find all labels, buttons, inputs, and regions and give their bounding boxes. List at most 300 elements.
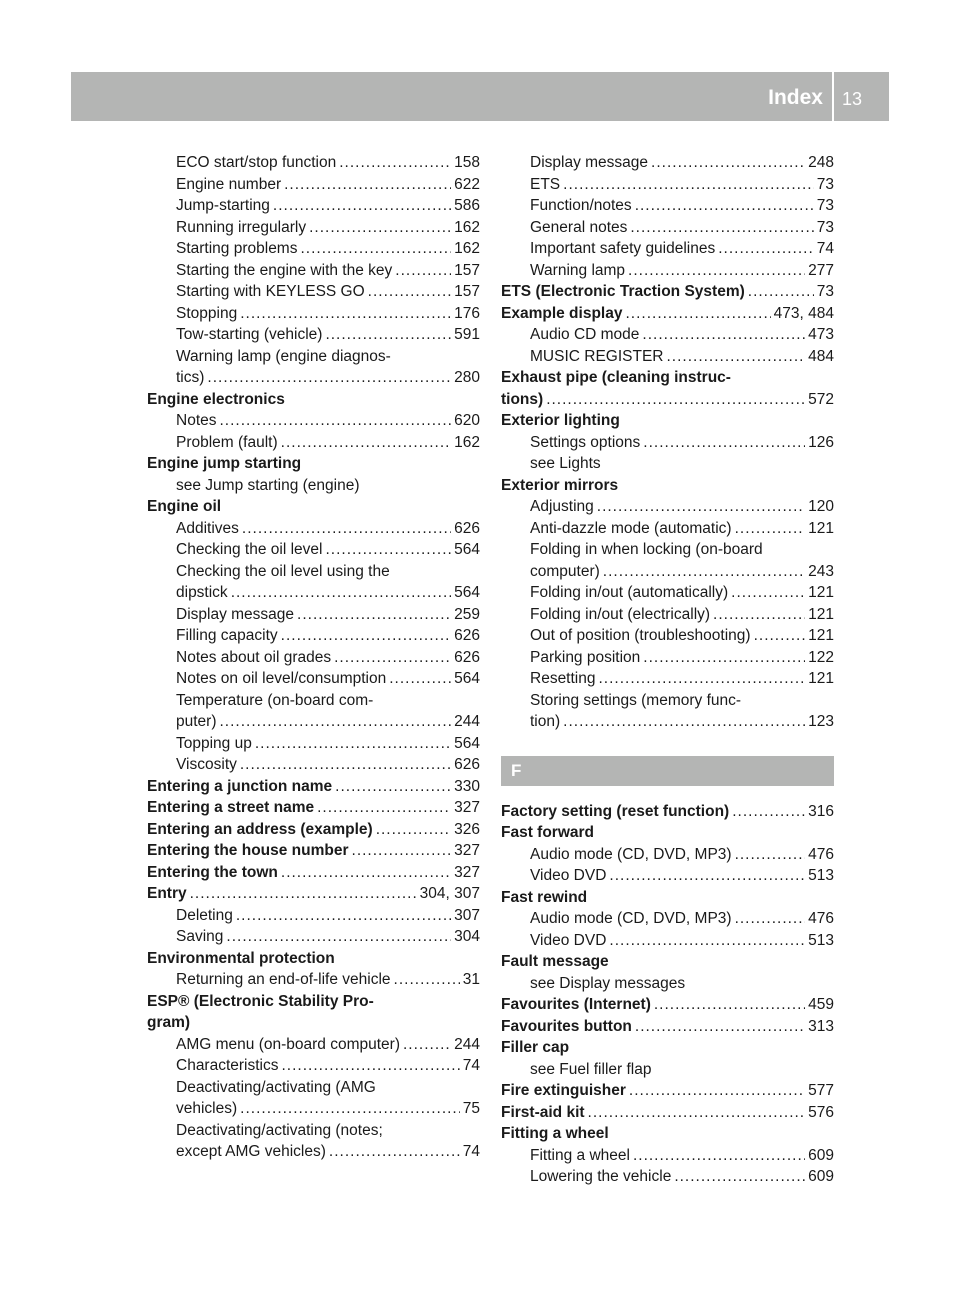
entry-label: Fast forward	[501, 824, 595, 841]
entry-label: Tow-starting (vehicle)	[176, 326, 323, 343]
entry-label: Video DVD	[530, 867, 607, 884]
entry-label: Folding in when locking (on-board	[530, 541, 763, 558]
index-subentry	[147, 582, 480, 604]
index-subentry	[501, 930, 834, 952]
page-reference: 473	[808, 326, 834, 343]
leader-dots	[666, 346, 805, 368]
index-entry	[501, 303, 834, 325]
leader-dots	[300, 238, 451, 260]
leader-dots	[403, 1034, 451, 1056]
leader-dots	[588, 1102, 806, 1124]
entry-label: Anti-dazzle mode (automatic)	[530, 519, 732, 537]
index-subentry	[501, 647, 834, 669]
page-reference: 586	[454, 197, 480, 214]
index-subentry	[501, 217, 834, 239]
entry-label: computer)	[530, 562, 600, 580]
index-subentry	[147, 217, 480, 239]
leader-dots	[563, 174, 814, 196]
leader-dots	[309, 217, 451, 239]
page-reference: 626	[454, 627, 480, 644]
leader-dots	[240, 1098, 460, 1120]
index-subentry	[147, 324, 480, 346]
entry-label: Deleting	[176, 906, 233, 924]
entry-label: Filler cap	[501, 1039, 570, 1056]
entry-label: Parking position	[530, 648, 641, 666]
page-reference: 576	[808, 1103, 834, 1121]
index-subentry	[501, 195, 834, 217]
leader-dots	[754, 625, 806, 647]
page-reference: 304, 307	[419, 885, 480, 902]
entry-label: Viscosity	[176, 756, 237, 773]
entry-label: Temperature (on-board com-	[176, 691, 374, 709]
entry-label: vehicles)	[176, 1100, 238, 1117]
entry-label: except AMG vehicles)	[176, 1143, 326, 1160]
index-subentry	[501, 324, 834, 346]
leader-dots	[236, 905, 451, 927]
page-reference: 591	[454, 326, 480, 343]
index-subentry	[147, 195, 480, 217]
index-entry	[501, 367, 834, 389]
index-entry	[501, 1123, 834, 1145]
entry-label: Deactivating/activating (AMG	[176, 1078, 376, 1096]
leader-dots	[325, 539, 451, 561]
entry-label: Audio CD mode	[530, 326, 640, 343]
entry-label: Topping up	[176, 734, 252, 752]
entry-label: Favourites (Internet)	[501, 996, 651, 1013]
page-reference: 176	[454, 304, 480, 322]
leader-dots	[317, 797, 451, 819]
page-reference: 75	[462, 1100, 480, 1117]
leader-dots	[352, 840, 452, 862]
leader-dots	[339, 152, 451, 174]
page-reference: 304	[454, 928, 480, 945]
index-subentry	[501, 260, 834, 282]
index-subentry	[147, 690, 480, 712]
entry-label: Exhaust pipe (cleaning instruc-	[501, 369, 731, 386]
page-reference: 126	[808, 433, 834, 451]
entry-label: Deactivating/activating (notes;	[176, 1121, 383, 1139]
index-subentry	[147, 711, 480, 733]
entry-label: Folding in/out (electrically)	[530, 605, 711, 623]
index-subentry	[501, 1145, 834, 1167]
entry-label: Display message	[530, 154, 649, 171]
page-number: 13	[842, 89, 863, 109]
leader-dots	[630, 217, 813, 239]
page-reference: 259	[454, 605, 480, 623]
entry-label: Returning an end-of-life vehicle	[176, 971, 391, 988]
page-reference: 564	[454, 670, 480, 687]
leader-dots	[240, 303, 451, 325]
entry-label: Out of position (troubleshooting)	[530, 627, 751, 644]
index-subentry	[147, 1141, 480, 1163]
entry-label: see Display messages	[530, 974, 686, 992]
leader-dots	[609, 865, 805, 887]
entry-label: Entering the town	[147, 863, 278, 881]
page-reference: 122	[808, 648, 834, 666]
leader-dots	[297, 604, 451, 626]
page-reference: 327	[454, 863, 480, 881]
leader-dots	[335, 776, 451, 798]
page-reference: 120	[808, 498, 834, 515]
page-reference: 277	[808, 261, 834, 279]
page-reference: 248	[808, 154, 834, 171]
entry-label: Storing settings (memory func-	[530, 691, 742, 709]
leader-dots	[231, 582, 451, 604]
index-subentry	[147, 539, 480, 561]
index-entry	[501, 475, 834, 497]
index-subentry	[147, 174, 480, 196]
entry-label: Jump-starting	[176, 197, 270, 214]
index-entry	[501, 951, 834, 973]
index-subentry	[147, 432, 480, 454]
leader-dots	[732, 801, 805, 823]
page-reference: 327	[454, 799, 480, 816]
index-subentry	[147, 1077, 480, 1099]
page-reference: 473, 484	[773, 304, 834, 322]
leader-dots	[325, 324, 451, 346]
entry-label: First-aid kit	[501, 1103, 585, 1121]
leader-dots	[597, 496, 805, 518]
page-reference: 330	[454, 777, 480, 795]
page-reference: 121	[808, 584, 834, 601]
leader-dots	[281, 862, 451, 884]
leader-dots	[190, 883, 417, 905]
leader-dots	[654, 994, 805, 1016]
leader-dots	[281, 432, 451, 454]
index-subentry	[501, 668, 834, 690]
entry-label: AMG menu (on-board computer)	[176, 1035, 400, 1053]
entry-label: Fault message	[501, 953, 609, 970]
index-subentry	[147, 647, 480, 669]
entry-label: General notes	[530, 218, 628, 236]
index-subentry	[147, 926, 480, 948]
entry-label: Notes	[176, 412, 217, 429]
page-reference: 626	[454, 519, 480, 537]
entry-label: Fire extinguisher	[501, 1082, 626, 1099]
index-column-left	[147, 152, 480, 1163]
page-reference: 121	[808, 670, 834, 687]
index-entry	[147, 1012, 480, 1034]
index-subentry	[501, 865, 834, 887]
index-entry	[501, 1102, 834, 1124]
entry-label: Adjusting	[530, 498, 594, 515]
index-group-e	[501, 152, 834, 733]
page-reference: 157	[454, 283, 480, 300]
index-entry	[147, 862, 480, 884]
entry-label: Entry	[147, 885, 187, 902]
entry-label: Starting the engine with the key	[176, 261, 393, 279]
leader-dots	[281, 625, 451, 647]
page-reference: 307	[454, 906, 480, 924]
page-reference: 622	[454, 175, 480, 193]
page-reference: 459	[808, 996, 834, 1013]
index-subentry	[147, 604, 480, 626]
page-reference: 626	[454, 648, 480, 666]
index-subentry	[147, 410, 480, 432]
entry-label: ESP® (Electronic Stability Pro-	[147, 992, 374, 1010]
index-subentry	[147, 1098, 480, 1120]
leader-dots	[284, 174, 451, 196]
index-subentry	[147, 1034, 480, 1056]
index-subentry	[501, 539, 834, 561]
page-reference: 121	[808, 519, 834, 537]
index-subentry	[147, 625, 480, 647]
entry-label: gram)	[147, 1014, 191, 1031]
entry-label: Fitting a wheel	[530, 1146, 630, 1164]
index-entry	[147, 883, 480, 905]
entry-label: see Jump starting (engine)	[176, 476, 360, 494]
leader-dots	[674, 1166, 805, 1188]
index-entry	[147, 496, 480, 518]
index-subentry	[501, 690, 834, 712]
index-subentry	[147, 1120, 480, 1142]
page-reference: 313	[808, 1017, 834, 1035]
entry-label: dipstick	[176, 584, 228, 601]
page-reference: 484	[808, 347, 834, 365]
page-reference: 564	[454, 734, 480, 752]
entry-label: see Lights	[530, 455, 601, 472]
index-subentry	[147, 668, 480, 690]
leader-dots	[628, 260, 805, 282]
index-subentry	[501, 582, 834, 604]
leader-dots	[642, 324, 805, 346]
page-reference: 162	[454, 218, 480, 236]
page-reference: 564	[454, 541, 480, 558]
entry-label: Engine oil	[147, 498, 222, 515]
entry-label: Stopping	[176, 304, 238, 322]
header-divider	[832, 72, 834, 121]
index-subentry	[147, 281, 480, 303]
index-subentry	[501, 561, 834, 583]
entry-label: puter)	[176, 713, 217, 730]
leader-dots	[748, 281, 814, 303]
index-subentry	[501, 844, 834, 866]
index-subentry	[147, 754, 480, 776]
entry-label: tics)	[176, 369, 205, 386]
page-reference: 476	[808, 845, 834, 863]
index-entry	[147, 991, 480, 1013]
page-reference: 244	[454, 1035, 480, 1053]
entry-label: Settings options	[530, 433, 641, 451]
page-reference: 73	[816, 197, 834, 214]
entry-label: Entering a street name	[147, 799, 315, 816]
entry-label: ETS (Electronic Traction System)	[501, 283, 745, 300]
page-reference: 244	[454, 713, 480, 730]
index-entry	[501, 994, 834, 1016]
leader-dots	[625, 303, 770, 325]
entry-label: Starting with KEYLESS GO	[176, 283, 365, 300]
entry-label: Running irregularly	[176, 218, 307, 236]
index-entry	[147, 840, 480, 862]
leader-dots	[563, 711, 805, 733]
index-subentry	[147, 561, 480, 583]
section-letter: F	[511, 760, 522, 780]
entry-label: Engine jump starting	[147, 455, 302, 472]
entry-label: tion)	[530, 713, 561, 730]
leader-dots	[220, 410, 452, 432]
entry-label: Starting problems	[176, 240, 298, 257]
page-reference: 162	[454, 433, 480, 451]
leader-dots	[635, 195, 814, 217]
entry-label: Environmental protection	[147, 949, 335, 967]
entry-label: Saving	[176, 928, 224, 945]
entry-label: Warning lamp	[530, 261, 626, 279]
page-reference: 327	[454, 842, 480, 859]
index-group-f	[501, 801, 834, 1188]
index-entry	[147, 948, 480, 970]
page-reference: 74	[816, 240, 834, 257]
index-entry	[147, 453, 480, 475]
leader-dots	[643, 432, 805, 454]
leader-dots	[242, 518, 451, 540]
leader-dots	[282, 1055, 460, 1077]
index-subentry	[147, 238, 480, 260]
index-subentry	[501, 518, 834, 540]
entry-label: Warning lamp (engine diagnos-	[176, 347, 391, 365]
page-reference: 316	[808, 802, 834, 820]
entry-label: MUSIC REGISTER	[530, 347, 664, 365]
index-subentry	[147, 367, 480, 389]
entry-label: Problem (fault)	[176, 433, 278, 451]
page-reference: 162	[454, 240, 480, 257]
entry-label: Exterior mirrors	[501, 476, 619, 494]
entry-label: Function/notes	[530, 197, 632, 214]
page-reference: 243	[808, 562, 834, 580]
index-subentry	[501, 432, 834, 454]
index-column-right	[501, 152, 834, 1188]
section-header-f	[501, 756, 834, 786]
page-reference: 158	[454, 154, 480, 171]
page-reference: 31	[462, 971, 480, 988]
index-entry	[501, 1037, 834, 1059]
entry-label: Audio mode (CD, DVD, MP3)	[530, 910, 732, 927]
index-title: Index	[768, 86, 823, 109]
index-entry	[501, 887, 834, 909]
entry-label: Characteristics	[176, 1057, 279, 1074]
index-subentry	[501, 604, 834, 626]
index-subentry	[501, 1166, 834, 1188]
index-subentry	[501, 453, 834, 475]
index-subentry	[501, 496, 834, 518]
leader-dots	[651, 152, 805, 174]
page-reference: 280	[454, 369, 480, 386]
page-reference: 74	[462, 1143, 480, 1160]
leader-dots	[629, 1080, 805, 1102]
page-reference: 620	[454, 412, 480, 429]
page-reference: 572	[808, 390, 834, 408]
index-entry	[501, 1016, 834, 1038]
page-reference: 626	[454, 756, 480, 773]
index-subentry	[501, 973, 834, 995]
leader-dots	[220, 711, 452, 733]
index-subentry	[147, 733, 480, 755]
index-entry	[501, 389, 834, 411]
index-entry	[501, 410, 834, 432]
page-reference: 74	[462, 1057, 480, 1074]
entry-label: Fitting a wheel	[501, 1125, 609, 1142]
entry-label: Notes about oil grades	[176, 648, 332, 666]
entry-label: Audio mode (CD, DVD, MP3)	[530, 845, 732, 863]
entry-label: Exterior lighting	[501, 412, 620, 429]
index-subentry	[147, 152, 480, 174]
page-reference: 73	[816, 175, 834, 193]
index-subentry	[147, 1055, 480, 1077]
index-subentry	[147, 969, 480, 991]
index-entry	[501, 281, 834, 303]
index-entry	[501, 822, 834, 844]
leader-dots	[395, 260, 451, 282]
entry-label: tions)	[501, 390, 544, 408]
entry-label: Display message	[176, 605, 295, 623]
page-reference: 73	[816, 283, 834, 300]
entry-label: Entering an address (example)	[147, 820, 373, 838]
index-subentry	[147, 905, 480, 927]
entry-label: Resetting	[530, 670, 596, 687]
leader-dots	[718, 238, 814, 260]
entry-label: Filling capacity	[176, 627, 278, 644]
index-subentry	[147, 303, 480, 325]
entry-label: ECO start/stop function	[176, 154, 337, 171]
page-reference: 564	[454, 584, 480, 601]
leader-dots	[255, 733, 451, 755]
entry-label: Entering a junction name	[147, 777, 333, 795]
leader-dots	[735, 844, 806, 866]
page-reference: 73	[816, 218, 834, 236]
leader-dots	[207, 367, 451, 389]
leader-dots	[389, 668, 451, 690]
index-subentry	[501, 152, 834, 174]
index-entry	[147, 819, 480, 841]
entry-label: Fast rewind	[501, 888, 588, 906]
page-reference: 157	[454, 261, 480, 279]
leader-dots	[368, 281, 451, 303]
index-subentry	[147, 475, 480, 497]
page-reference: 513	[808, 867, 834, 884]
page-reference: 121	[808, 605, 834, 623]
entry-label: Factory setting (reset function)	[501, 802, 730, 820]
entry-label: Important safety guidelines	[530, 240, 716, 257]
leader-dots	[334, 647, 451, 669]
leader-dots	[240, 754, 451, 776]
index-subentry	[501, 174, 834, 196]
page-reference: 513	[808, 931, 834, 949]
page-reference: 577	[808, 1082, 834, 1099]
entry-label: Additives	[176, 519, 239, 537]
index-subentry	[501, 711, 834, 733]
leader-dots	[598, 668, 805, 690]
leader-dots	[735, 908, 806, 930]
leader-dots	[226, 926, 451, 948]
entry-label: Checking the oil level using the	[176, 562, 390, 580]
leader-dots	[609, 930, 805, 952]
entry-label: Lowering the vehicle	[530, 1168, 672, 1185]
index-entry	[147, 389, 480, 411]
entry-label: Engine electronics	[147, 390, 285, 408]
leader-dots	[713, 604, 805, 626]
page-reference: 609	[808, 1168, 834, 1185]
entry-label: Folding in/out (automatically)	[530, 584, 729, 601]
page-reference: 123	[808, 713, 834, 730]
leader-dots	[603, 561, 805, 583]
entry-label: Video DVD	[530, 931, 607, 949]
leader-dots	[394, 969, 460, 991]
entry-label: see Fuel filler flap	[530, 1060, 652, 1078]
index-subentry	[147, 346, 480, 368]
entry-label: Entering the house number	[147, 842, 349, 859]
leader-dots	[633, 1145, 805, 1167]
index-entry	[147, 797, 480, 819]
entry-label: Example display	[501, 304, 623, 322]
